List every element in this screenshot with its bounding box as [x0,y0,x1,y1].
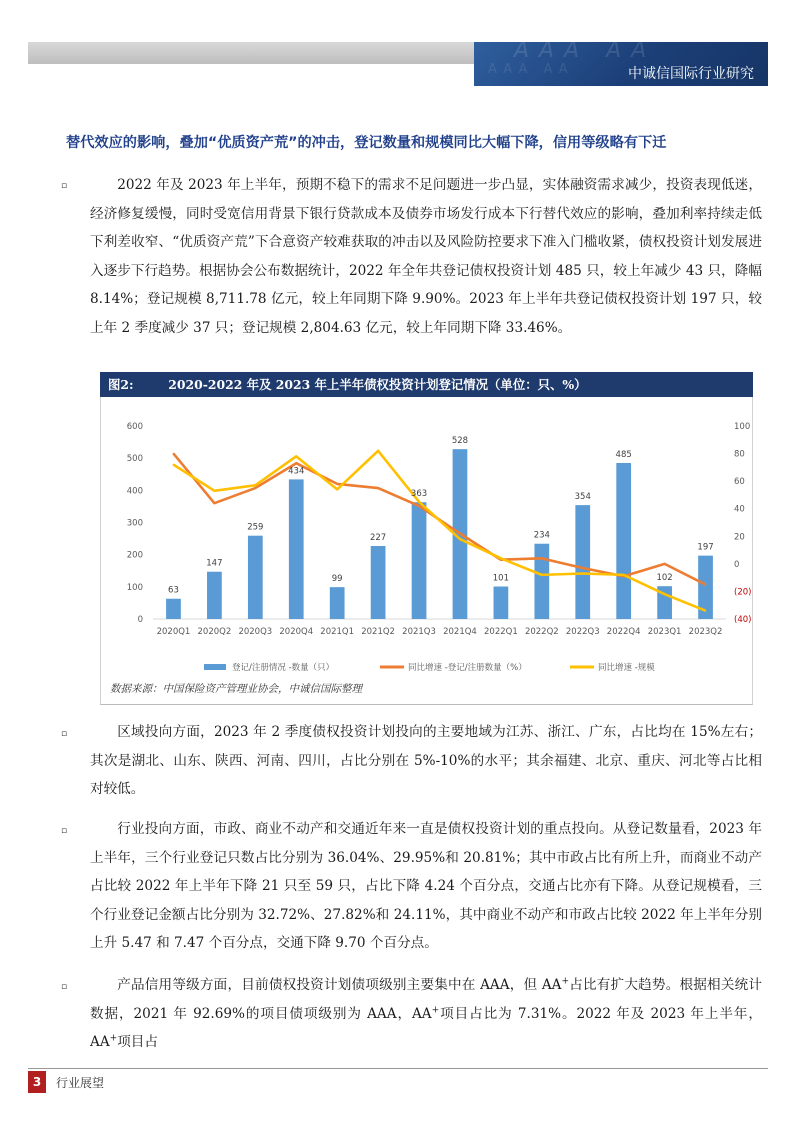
bar-label-2021Q3: 363 [410,489,428,500]
chart [100,397,753,705]
bar-label-2021Q4: 528 [451,436,469,447]
footer-label: 行业展望 [56,1076,105,1090]
bar-2022Q1 [494,587,509,619]
line-point-1-2022Q2 [541,558,543,560]
p4-part-b: 占比有扩大趋势。根据相关统计数据，2021 年 92.69%的项目债项级别为 AAA，AA [90,977,763,1022]
line-point-1-2020Q3 [255,487,257,489]
bar-2022Q4 [616,463,631,619]
header-decoration-sub: AAA AA [488,62,574,77]
category-label: 2020Q1 [156,627,191,637]
line-point-2-2021Q3 [418,501,420,503]
category-label: 2022Q2 [524,627,559,637]
bullet-3: ▫ [61,826,68,836]
legend-label-3: 同比增速 -规模 [598,663,655,673]
bar-label-2022Q1: 101 [492,573,510,584]
p4-sup-3: + [109,1033,118,1044]
bar-2020Q3 [248,536,263,619]
p4-part-c: 项目占比为 7.31%。2022 年及 2023 年上半年，AA [90,1005,762,1051]
bar-label-2020Q2: 147 [206,558,223,569]
line-point-2-2022Q3 [582,573,584,575]
footer-divider [28,1068,768,1069]
right-axis-tick: (20) [734,587,752,598]
figure-label: 图2: [108,377,134,392]
header-title: 中诚信国际行业研究 [628,66,754,82]
line-point-2-2022Q2 [541,574,543,576]
bullet-1: ▫ [61,181,68,191]
line-point-2-2022Q1 [500,558,502,560]
left-axis-tick: 100 [126,582,143,593]
line-point-1-2020Q2 [214,502,216,504]
p4-part-a: 产品信用等级方面，目前债权投资计划债项级别主要集中在 AAA，但 AA [117,977,562,993]
bar-label-2023Q1: 102 [656,573,673,584]
bar-2021Q1 [330,587,345,619]
bar-2020Q2 [207,572,222,619]
line-point-1-2021Q3 [418,505,420,507]
line-point-2-2020Q4 [295,456,297,458]
bar-label-2023Q2: 197 [697,542,714,553]
bar-2022Q3 [575,505,590,619]
page-number: 3 [28,1071,46,1093]
paragraph-4 [90,971,762,1057]
bar-2022Q2 [534,544,549,619]
paragraph-1: 2022 年及 2023 年上半年，预期不稳下的需求不足问题进一步凸显，实体融资需求减少，投资表现低迷，经济修复缓慢，同时受宽信用背景下银行贷款成本及债券市场发行成本下行替代效应的影响，叠加利率持续走低下利差收窄、“优质资产荒”下合意资产较难获取的冲击以及风险防控要求下准入门槛收紧，债权投资计划发展进入逐步下行趋势。根据协会公布数据统计，2022 年全年共登记债权投资计划 485 只，较上年减少 43 只，降幅 8.14%；登记规模 8,711.78 亿元，较上年同期下降 9.90%。2023 年上半年共登记债权投资计划 197 只，较上年 2 季度减少 37 只；登记规模 2,804.63 亿元，较上年同期下降 33.46%。 [90,177,762,336]
category-label: 2020Q3 [238,627,273,637]
figure-title-bar [100,372,753,397]
line-point-2-2022Q4 [623,574,625,576]
legend-label-1: 登记/注册情况 -数量（只） [232,663,335,673]
legend-swatch-1 [204,664,226,670]
p4-sup-1: + [561,976,570,987]
line-point-1-2023Q2 [705,584,707,586]
category-label: 2021Q3 [402,627,436,637]
line-point-2-2023Q1 [664,593,666,595]
category-label: 2023Q1 [647,627,682,637]
line-point-2-2021Q1 [336,489,338,491]
bar-label-2020Q4: 434 [288,466,305,477]
line-point-1-2021Q1 [336,483,338,485]
paragraph-2: 区域投向方面，2023 年 2 季度债权投资计划投向的主要地域为江苏、浙江、广东，占比均在 15%左右；其次是湖北、山东、陕西、河南、四川，占比分别在 5%-10%的水平；其余福建、北京、重庆、河北等占比相对较低。 [90,724,762,798]
figure-title: 2020-2022 年及 2023 年上半年债权投资计划登记情况（单位：只、%） [168,377,587,392]
bar-label-2020Q1: 63 [168,585,179,596]
left-axis-tick: 300 [126,518,143,529]
line-point-1-2020Q1 [173,453,175,455]
bullet-2: ▫ [61,729,68,739]
bar-label-2020Q3: 259 [247,522,264,533]
line-point-1-2022Q3 [582,567,584,569]
bar-label-2022Q2: 234 [533,530,550,541]
left-axis-tick: 200 [126,550,143,561]
figure-source: 数据来源：中国保险资产管理业协会，中诚信国际整理 [110,683,362,695]
paragraph-3: 行业投向方面，市政、商业不动产和交通近年来一直是债权投资计划的重点投向。从登记数量看，2023 年上半年，三个行业登记只数占比分别为 36.04%、29.95%和 20.81%；其中市政占比有所上升，而商业不动产占比较 2022 年上半年下降 21 只至 59 只，占比下降 4.24 个百分点，交通占比亦有下降。从登记规模看，三个行业登记金额占比分别为 32.72%、27.82%和 24.11%，其中商业不动产和市政占比较 2022 年上半年分别上升 5.47 和 7.47 个百分点，交通下降 9.70 个百分点。 [90,821,762,952]
line-point-2-2023Q2 [705,610,707,612]
bar-2021Q2 [371,546,386,619]
right-axis-tick: (40) [734,615,752,625]
right-axis-tick: 80 [734,449,745,460]
left-axis-tick: 500 [126,454,143,465]
line-point-2-2020Q3 [255,484,257,486]
right-axis-tick: 60 [734,477,745,488]
line-point-2-2021Q4 [459,538,461,540]
line-point-1-2020Q4 [295,462,297,464]
bar-2020Q1 [166,599,181,619]
bar-2020Q4 [289,479,304,619]
category-label: 2020Q2 [197,627,232,637]
line-point-1-2021Q2 [377,487,379,489]
bar-label-2022Q4: 485 [615,449,632,460]
category-label: 2021Q1 [320,627,355,637]
line-point-2-2020Q2 [214,490,216,492]
category-label: 2021Q4 [443,627,477,637]
line-point-2-2021Q2 [377,450,379,452]
right-axis-tick: 100 [734,422,751,432]
bar-2021Q3 [412,502,427,619]
left-axis-tick: 400 [126,486,143,497]
left-axis-tick: 0 [137,615,143,625]
category-label: 2022Q3 [565,627,600,637]
category-label: 2021Q2 [361,627,395,637]
legend-label-2: 同比增速 -登记/注册数量（%） [408,663,527,673]
line-point-2-2020Q1 [173,464,175,466]
right-axis-tick: 0 [734,559,740,570]
category-label: 2022Q4 [606,627,641,637]
header-band [474,42,768,86]
line-point-1-2023Q1 [664,563,666,565]
section-heading: 替代效应的影响，叠加“优质资产荒”的冲击，登记数量和规模同比大幅下降，信用等级略有下迁 [66,135,667,151]
p4-sup-2: + [431,1005,440,1016]
bar-label-2021Q2: 227 [369,532,387,543]
bar-label-2022Q3: 354 [574,492,591,503]
category-label: 2022Q1 [484,627,518,637]
category-label: 2020Q4 [279,627,314,637]
bullet-4: ▫ [61,982,68,992]
line-point-1-2021Q4 [459,533,461,535]
category-label: 2023Q2 [688,627,723,637]
bar-label-2021Q1: 99 [331,574,343,585]
left-axis-tick: 600 [126,422,143,432]
header-decoration: AAA AA [514,42,657,63]
right-axis-tick: 40 [734,504,745,515]
p4-part-d: 项目占 [117,1034,158,1051]
right-axis-tick: 20 [734,532,745,543]
